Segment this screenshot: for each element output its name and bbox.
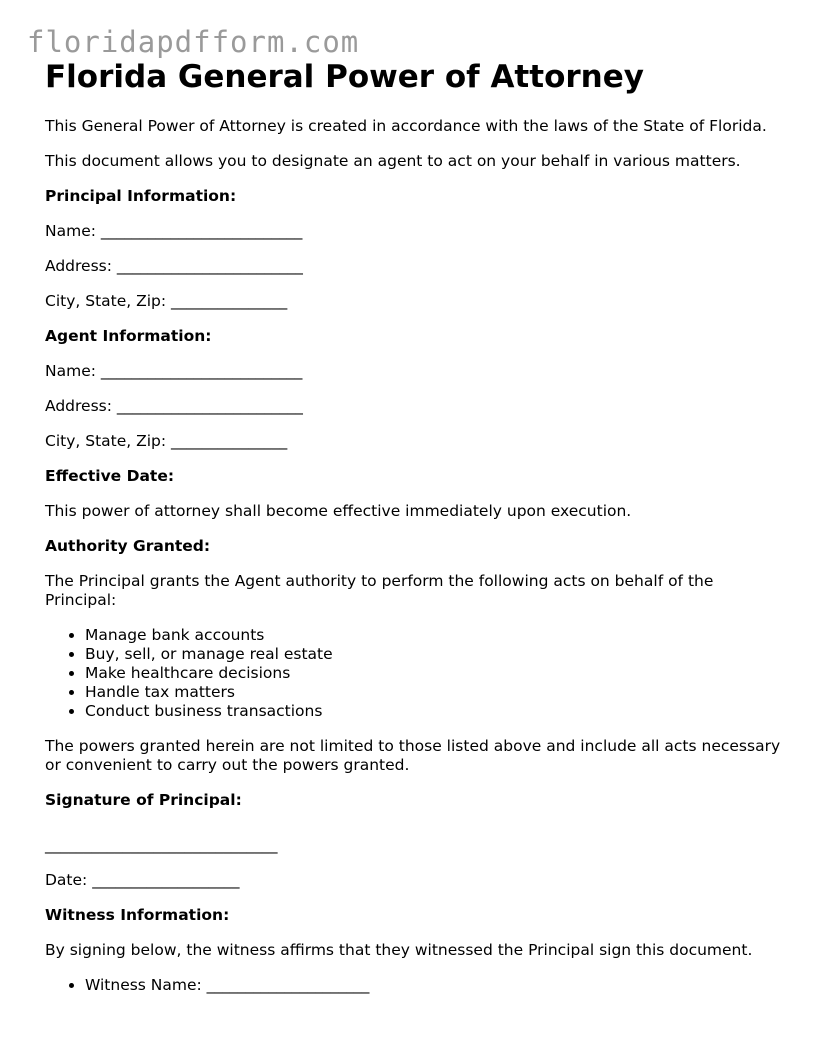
intro-paragraph-2: This document allows you to designate an agent to act on your behalf in various matters. <box>45 152 741 170</box>
document-title: Florida General Power of Attorney <box>45 59 644 95</box>
effective-date-text: This power of attorney shall become effective immediately upon execution. <box>45 502 632 520</box>
document-page <box>45 58 785 995</box>
witness-name-field[interactable]: • Witness Name: _____________________ <box>85 976 785 995</box>
agent-heading: Agent Information: <box>45 327 212 345</box>
authority-closing: The powers granted herein are not limited to those listed above and include all acts necessary or convenient to carry out the powers granted. <box>45 737 781 774</box>
list-item: • Make healthcare decisions <box>85 664 785 683</box>
watermark: floridapdfform.com <box>27 25 360 59</box>
witness-heading: Witness Information: <box>45 906 230 924</box>
list-item: • Handle tax matters <box>85 683 785 702</box>
agent-name-field[interactable]: Name: __________________________ <box>45 362 303 380</box>
witness-list <box>45 976 785 995</box>
signature-heading: Signature of Principal: <box>45 791 242 809</box>
principal-heading: Principal Information: <box>45 187 237 205</box>
witness-text: By signing below, the witness affirms that they witnessed the Principal sign this document. <box>45 941 753 959</box>
principal-name-field[interactable]: Name: __________________________ <box>45 222 303 240</box>
principal-city-field[interactable]: City, State, Zip: _______________ <box>45 292 288 310</box>
authority-list <box>45 626 785 721</box>
authority-heading: Authority Granted: <box>45 537 211 555</box>
authority-intro: The Principal grants the Agent authority to perform the following acts on behalf of the Principal: <box>45 572 714 609</box>
list-item: • Manage bank accounts <box>85 626 785 645</box>
intro-paragraph-1: This General Power of Attorney is created in accordance with the laws of the State of Florida. <box>45 117 767 135</box>
list-item: • Conduct business transactions <box>85 702 785 721</box>
effective-date-heading: Effective Date: <box>45 467 175 485</box>
principal-address-field[interactable]: Address: ________________________ <box>45 257 303 275</box>
list-item: • Buy, sell, or manage real estate <box>85 645 785 664</box>
principal-signature-line[interactable]: ______________________________ <box>45 836 278 854</box>
signature-date-field[interactable]: Date: ___________________ <box>45 871 240 889</box>
agent-address-field[interactable]: Address: ________________________ <box>45 397 303 415</box>
agent-city-field[interactable]: City, State, Zip: _______________ <box>45 432 288 450</box>
